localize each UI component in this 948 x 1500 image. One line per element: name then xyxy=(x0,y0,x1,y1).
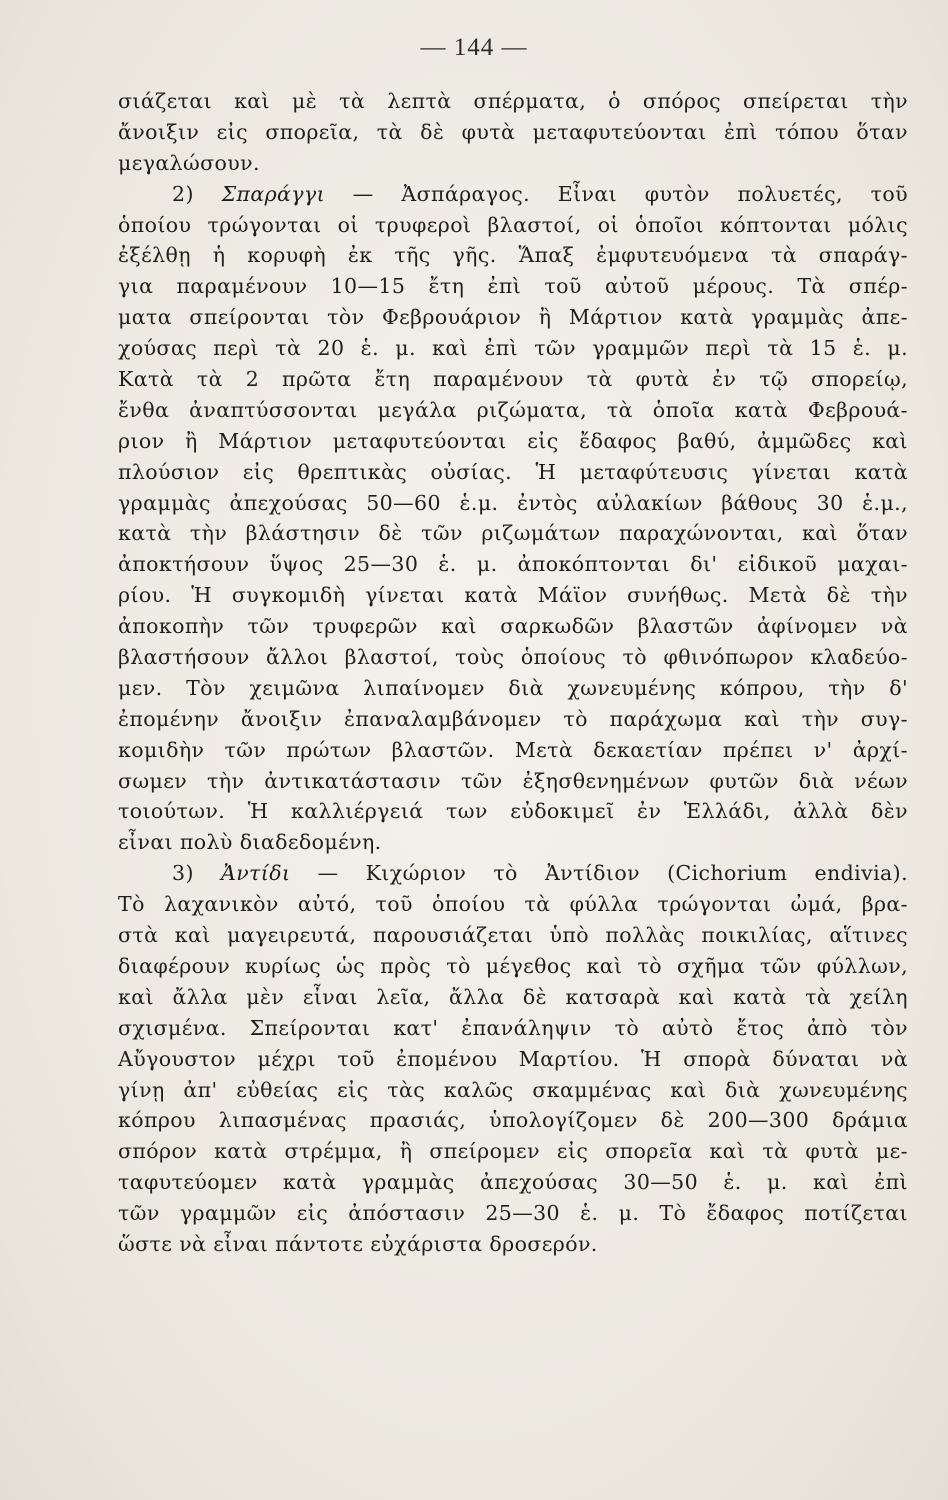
text-line: ἄνοιξιν εἰς σπορεῖα, τὰ δὲ φυτὰ μεταφυτεύονται ἐπὶ τόπου ὅταν xyxy=(118,119,908,144)
text-line: ἀποκτήσουν ὕψος 25—30 ἑ. μ. ἀποκόπτονται δι' εἰδικοῦ μαχαι- xyxy=(118,552,908,577)
line-text: — Ἀσπάραγος. Εἶναι φυτὸν πολυετές, τοῦ xyxy=(325,181,908,206)
line-number-prefix: 3) xyxy=(172,861,221,886)
text-line: μεγαλώσουν. xyxy=(118,150,260,175)
term-heading: Σπαράγγι xyxy=(221,181,326,206)
text-line: κομιδὴν τῶν πρώτων βλαστῶν. Μετὰ δεκαετίαν πρέπει ν' ἀρχί- xyxy=(118,737,908,762)
text-line: Τὸ λαχανικὸν αὐτό, τοῦ ὁποίου τὰ φύλλα τρώγονται ὠμά, βρα- xyxy=(118,892,908,917)
text-line: ματα σπείρονται τὸν Φεβρουάριον ἢ Μάρτιον κατὰ γραμμὰς ἀπε- xyxy=(118,305,908,330)
text-line: Αὔγουστον μέχρι τοῦ ἐπομένου Μαρτίου. Ἡ σπορὰ δύναται νὰ xyxy=(118,1046,908,1071)
text-line: τοιούτων. Ἡ καλλιέργειά των εὐδοκιμεῖ ἐν Ἑλλάδι, ἀλλὰ δὲν xyxy=(118,799,908,824)
text-line: ἐπομένην ἄνοιξιν ἐπαναλαμβάνομεν τὸ παράχωμα καὶ τὴν συγ- xyxy=(118,706,908,731)
text-line xyxy=(118,179,908,210)
text-line: βλαστήσουν ἄλλοι βλαστοί, τοὺς ὁποίους τὸ φθινόπωρον κλαδεύο- xyxy=(118,645,908,670)
text-line: ριον ἢ Μάρτιον μεταφυτεύονται εἰς ἔδαφος βαθύ, ἀμμῶδες καὶ xyxy=(118,428,908,453)
text-line: ὥστε νὰ εἶναι πάντοτε εὐχάριστα δροσερόν. xyxy=(118,1231,598,1256)
text-line: μεν. Τὸν χειμῶνα λιπαίνομεν διὰ χωνευμένης κόπρου, τὴν δ' xyxy=(118,675,908,700)
text-line: ἔνθα ἀναπτύσσονται μεγάλα ριζώματα, τὰ ὁποῖα κατὰ Φεβρουά- xyxy=(118,397,908,422)
text-line: σχισμένα. Σπείρονται κατ' ἐπανάληψιν τὸ αὐτὸ ἔτος ἀπὸ τὸν xyxy=(118,1015,908,1040)
text-line: κόπρου λιπασμένας πρασιάς, ὑπολογίζομεν δὲ 200—300 δράμια xyxy=(118,1108,908,1133)
text-line xyxy=(118,858,908,889)
text-line: ὁποίου τρώγονται οἱ τρυφεροὶ βλαστοί, οἱ ὁποῖοι κόπτονται μόλις xyxy=(118,212,908,237)
text-line: σπόρον κατὰ στρέμμα, ἢ σπείρομεν εἰς σπορεῖα καὶ τὰ φυτὰ με- xyxy=(118,1139,908,1164)
text-line: στὰ καὶ μαγειρευτά, παρουσιάζεται ὑπὸ πολλὰς ποικιλίας, αἵτινες xyxy=(118,923,908,948)
text-line: γίνῃ ἀπ' εὐθείας εἰς τὰς καλῶς σκαμμένας καὶ διὰ χωνευμένης xyxy=(118,1077,908,1102)
text-line: ρίου. Ἡ συγκομιδὴ γίνεται κατὰ Μάϊον συνήθως. Μετὰ δὲ τὴν xyxy=(118,583,908,608)
text-line: ταφυτεύομεν κατὰ γραμμὰς ἀπεχούσας 30—50 ἑ. μ. καὶ ἐπὶ xyxy=(118,1170,908,1195)
text-line: εἶναι πολὺ διαδεδομένη. xyxy=(118,830,382,855)
text-line: σιάζεται καὶ μὲ τὰ λεπτὰ σπέρματα, ὁ σπόρος σπείρεται τὴν xyxy=(118,89,908,113)
page-number: — 144 — xyxy=(420,34,528,61)
text-line: τῶν γραμμῶν εἰς ἀπόστασιν 25—30 ἑ. μ. Τὸ ἔδαφος ποτίζεται xyxy=(118,1201,908,1226)
line-number-prefix: 2) xyxy=(172,181,222,206)
text-line: για παραμένουν 10—15 ἔτη ἐπὶ τοῦ αὐτοῦ μέρους. Τὰ σπέρ- xyxy=(118,274,908,299)
text-line: σωμεν τὴν ἀντικατάστασιν τῶν ἐξησθενημένων φυτῶν διὰ νέων xyxy=(118,768,908,793)
text-line: ἐξέλθῃ ἡ κορυφὴ ἐκ τῆς γῆς. Ἅπαξ ἐμφυτευόμενα τὰ σπαράγ- xyxy=(118,243,908,268)
term-heading: Ἀντίδι xyxy=(220,861,291,886)
text-line: καὶ ἄλλα μὲν εἶναι λεῖα, ἄλλα δὲ κατσαρὰ καὶ κατὰ τὰ χείλη xyxy=(118,984,908,1009)
text-line: ἀποκοπὴν τῶν τρυφερῶν καὶ σαρκωδῶν βλαστῶν ἀφίνομεν νὰ xyxy=(118,614,908,639)
body-text xyxy=(118,86,908,1260)
line-text: — Κιχώριον τὸ Ἀντίδιον (Cichorium endivia). xyxy=(290,861,908,886)
text-line: κατὰ τὴν βλάστησιν δὲ τῶν ριζωμάτων παραχώνονται, καὶ ὅταν xyxy=(118,521,908,546)
text-line: Κατὰ τὰ 2 πρῶτα ἔτη παραμένουν τὰ φυτὰ ἐν τῷ σπορείῳ, xyxy=(118,367,908,392)
text-line: διαφέρουν κυρίως ὡς πρὸς τὸ μέγεθος καὶ τὸ σχῆμα τῶν φύλλων, xyxy=(118,953,908,978)
text-line: πλούσιον εἰς θρεπτικὰς οὐσίας. Ἡ μεταφύτευσις γίνεται κατὰ xyxy=(118,459,908,484)
text-line: χούσας περὶ τὰ 20 ἑ. μ. καὶ ἐπὶ τῶν γραμμῶν περὶ τὰ 15 ἑ. μ. xyxy=(118,336,908,361)
text-line: γραμμὰς ἀπεχούσας 50—60 ἑ.μ. ἐντὸς αὐλακίων βάθους 30 ἑ.μ., xyxy=(118,490,908,515)
